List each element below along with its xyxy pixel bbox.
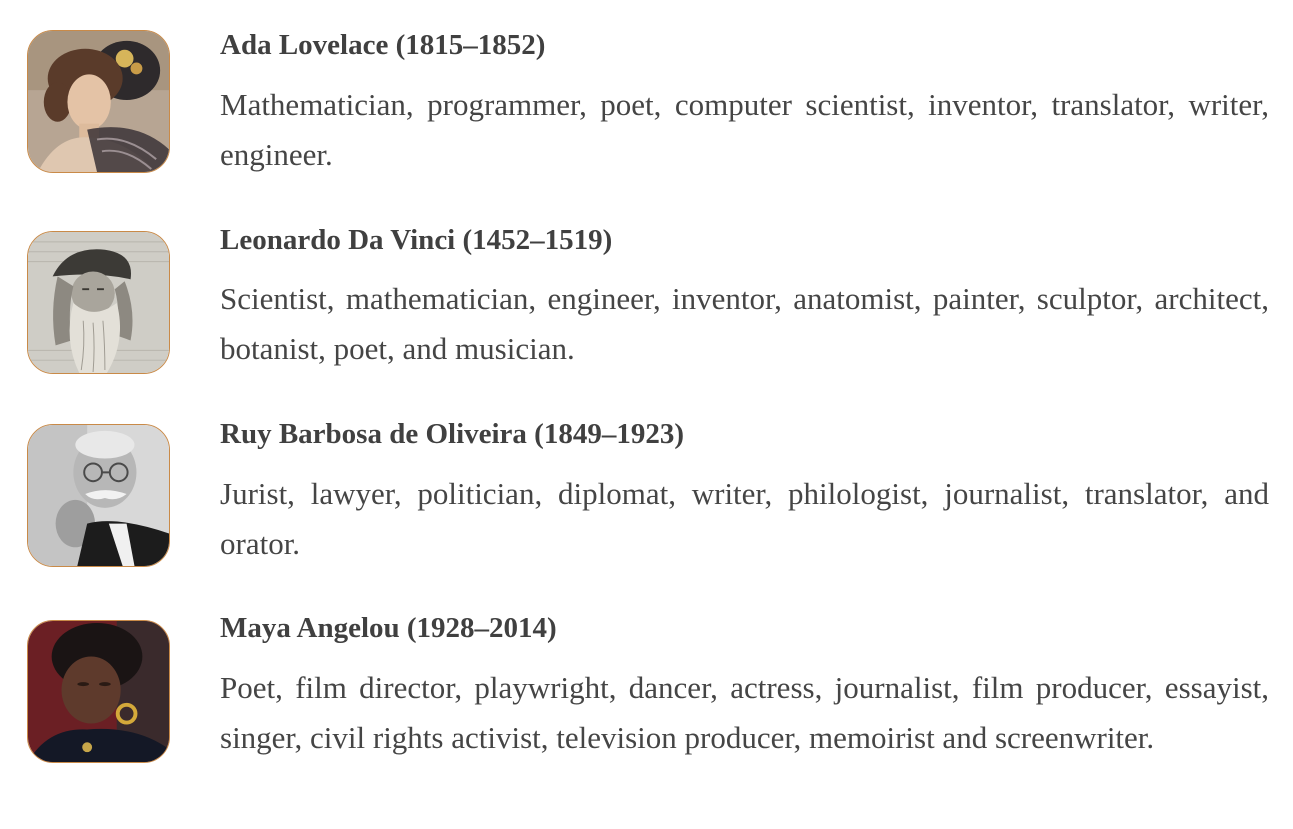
leonardo-da-vinci-portrait-image: [28, 232, 169, 373]
maya-angelou-portrait-image: [28, 621, 169, 762]
person-description: Poet, film director, playwright, dancer, actress, journalist, film producer, essayist, singer, civil rights activist, television producer, memoirist and screenwriter.: [220, 670, 1269, 755]
ruy-barbosa-portrait-image: [28, 425, 169, 566]
portrait-ada-lovelace: [27, 30, 170, 173]
portrait-maya-angelou: [27, 620, 170, 763]
person-description: Jurist, lawyer, politician, diplomat, writer, philologist, journalist, translator, and orator.: [220, 476, 1269, 561]
person-name: Ruy Barbosa de Oliveira (1849–1923): [220, 418, 684, 450]
portrait-ruy-barbosa: [27, 424, 170, 567]
ada-lovelace-portrait-image: [28, 31, 169, 172]
person-name: Leonardo Da Vinci (1452–1519): [220, 224, 613, 256]
person-description: Scientist, mathematician, engineer, inventor, anatomist, painter, sculptor, architect, botanist, poet, and musician.: [220, 281, 1269, 366]
person-name: Maya Angelou (1928–2014): [220, 612, 557, 644]
person-description: Mathematician, programmer, poet, computer scientist, inventor, translator, writer, engineer.: [220, 87, 1269, 172]
portrait-leonardo-da-vinci: [27, 231, 170, 374]
person-name: Ada Lovelace (1815–1852): [220, 29, 546, 61]
